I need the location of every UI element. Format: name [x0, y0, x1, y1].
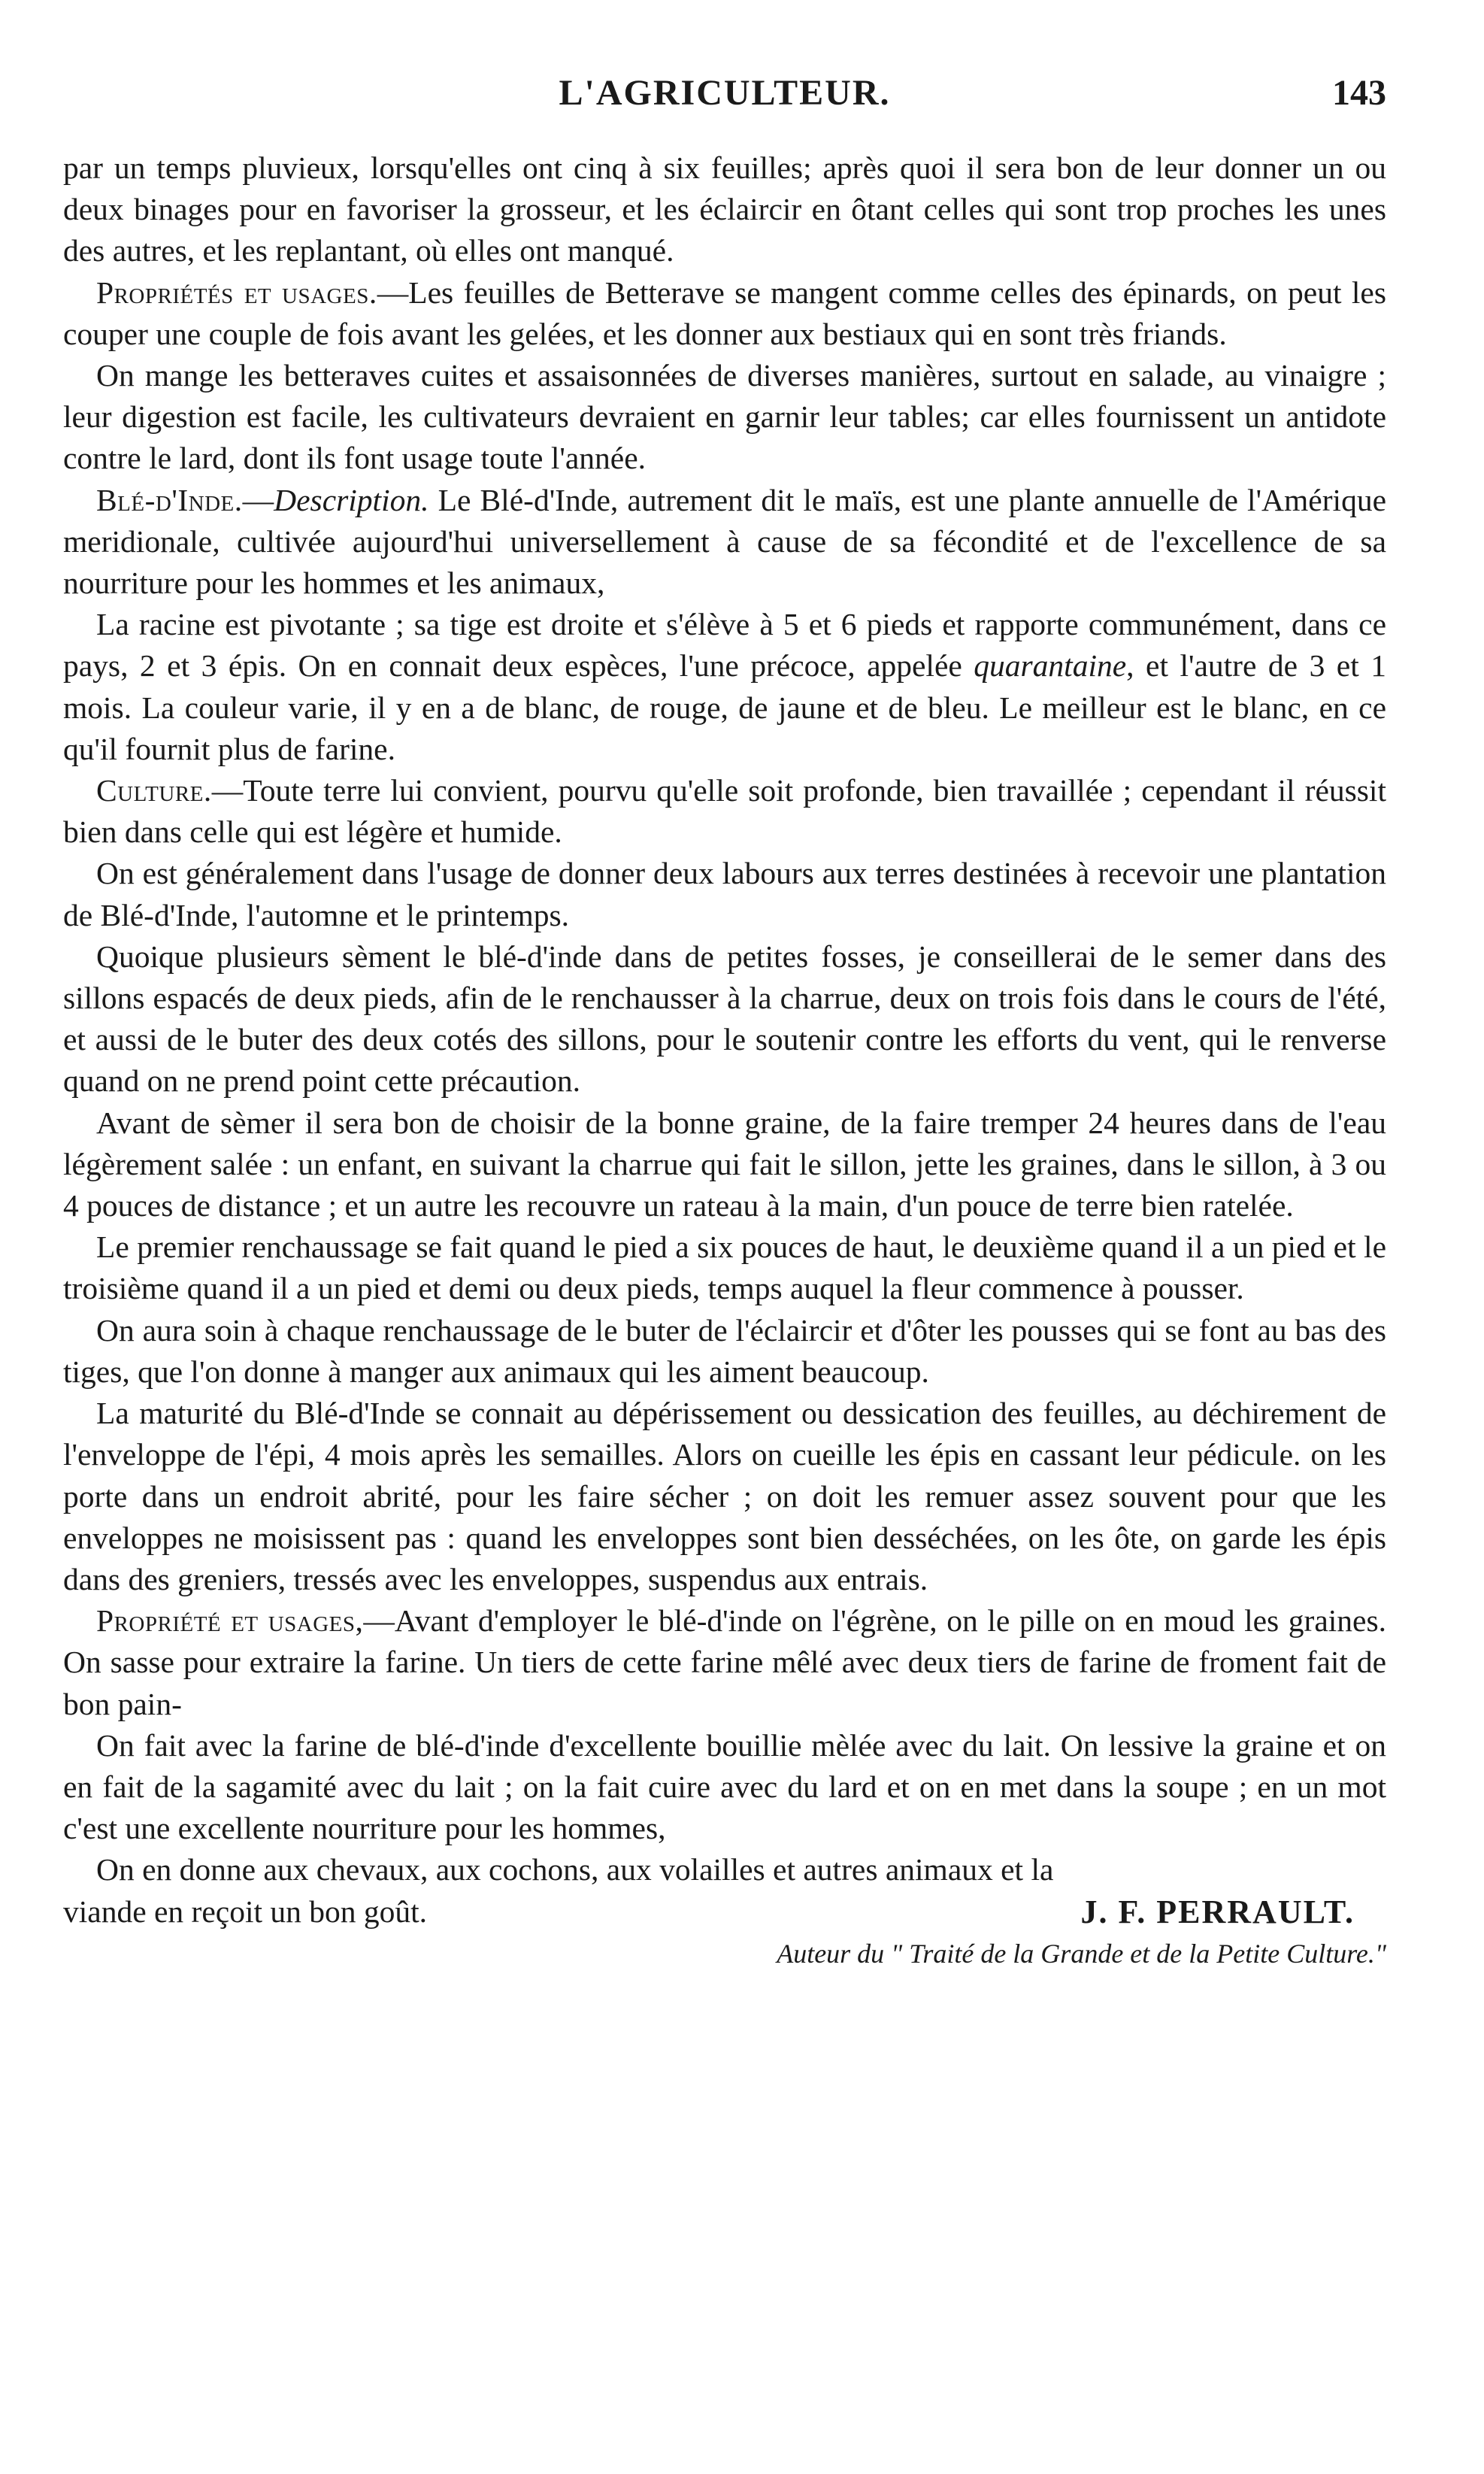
paragraph-9 — [63, 1102, 1386, 1227]
paragraph-15-text: On en donne aux chevaux, aux cochons, aux volailles et autres animaux et la — [96, 1852, 1054, 1887]
paragraph-9-text: Avant de sèmer il sera bon de choisir de la bonne graine, de la faire tremper 24 heures dans de l'eau légèrement salée : un enfant, en suivant la charrue qui fait le sillon, jette les graines, dans le sillon, à 3 ou 4 pouces de distance ; et un autre les recouvre un rateau à la main, d'un pouce de terre bien ratelée. — [63, 1105, 1386, 1223]
page-header — [63, 72, 1386, 134]
subheading-description: Description. — [274, 482, 429, 517]
paragraph-12 — [63, 1393, 1386, 1600]
paragraph-6 — [63, 770, 1386, 853]
paragraph-5 — [63, 604, 1386, 770]
paragraph-1-text: par un temps pluvieux, lorsqu'elles ont cinq à six feuilles; après quoi il sera bon de leur donner un ou deux binages pour en favoriser la grosseur, et les éclaircir en ôtant celles qui sont trop proches les unes des autres, et les replantant, où elles ont manqué. — [63, 150, 1386, 268]
paragraph-7-text: On est généralement dans l'usage de donner deux labours aux terres destinées à recevoir une plantation de Blé-d'Inde, l'automne et le printemps. — [63, 856, 1386, 932]
paragraph-5-text-a: La racine est pivotante ; sa tige est droite et s'élève à 5 et 6 pieds et rapporte communément, dans ce pays, 2 et 3 épis. On en connait deux espèces, l'une précoce, appelée — [63, 607, 1386, 684]
paragraph-3 — [63, 355, 1386, 480]
author-signature: J. F. PERRAULT. — [1080, 1893, 1355, 1930]
article-body — [63, 147, 1386, 1973]
page-number: 143 — [1332, 73, 1386, 113]
paragraph-11-text: On aura soin à chaque renchaussage de le buter de l'éclaircir et d'ôter les pousses qui se font au bas des tiges, que l'on donne à manger aux animaux qui les aiment beaucoup. — [63, 1312, 1386, 1389]
paragraph-6-text: —Toute terre lui convient, pourvu qu'elle soit profonde, bien travaillée ; cependant il réussit bien dans celle qui est légère et humide. — [63, 773, 1386, 850]
section-heading-ble-d-inde: Blé-d'Inde. — [96, 482, 243, 517]
paragraph-8-text: Quoique plusieurs sèment le blé-d'inde dans de petites fosses, je conseillerai de le semer dans des sillons espacés de deux pieds, afin de le renchausser à la charrue, deux on trois fois dans le cours de l'été, et aussi de le buter des deux cotés des sillons, pour le soutenir contre les efforts du vent, qui le renverse quand on ne prend point cette précaution. — [63, 938, 1386, 1099]
section-heading-culture: Culture. — [96, 773, 212, 808]
paragraph-11 — [63, 1310, 1386, 1393]
paragraph-10-text: Le premier renchaussage se fait quand le pied a six pouces de haut, le deuxième quand il a un pied et le troisième quand il a un pied et demi ou deux pieds, temps auquel la fleur commence à pousser. — [63, 1229, 1386, 1306]
paragraph-8 — [63, 936, 1386, 1102]
paragraph-1 — [63, 147, 1386, 272]
paragraph-2 — [63, 272, 1386, 355]
paragraph-15 — [63, 1849, 1386, 1890]
running-title: L'AGRICULTEUR. — [559, 73, 891, 113]
author-attribution: Auteur du " Traité de la Grande et de la Petite Culture." — [777, 1938, 1386, 1969]
paragraph-4 — [63, 480, 1386, 605]
closing-line: viande en reçoit un bon goût. — [63, 1893, 428, 1929]
paragraph-3-text: On mange les betteraves cuites et assaisonnées de diverses manières, surtout en salade, au vinaigre ; leur digestion est facile, les cultivateurs devraient en garnir leur tables; car elles fournissent un antidote contre le lard, dont ils font usage toute l'année. — [63, 358, 1386, 476]
section-heading-proprietes-et-usages: Propriétés et usages. — [96, 274, 377, 310]
paragraph-14 — [63, 1725, 1386, 1850]
paragraph-2-text: —Les feuilles de Betterave se mangent comme celles des épinards, on peut les couper une couple de fois avant les gelées, et les donner aux bestiaux qui en sont très friands. — [63, 274, 1386, 351]
paragraph-10 — [63, 1226, 1386, 1309]
heading-dash: — — [242, 482, 274, 517]
section-heading-propriete-et-usages: Propriété et usages, — [96, 1603, 364, 1639]
paragraph-7 — [63, 853, 1386, 935]
paragraph-12-text: La maturité du Blé-d'Inde se connait au dépérissement ou dessication des feuilles, au déchirement de l'enveloppe de l'épi, 4 mois après les semailles. Alors on cueille les épis en cassant leur pédicule. on les porte dans un endroit abrité, pour les faire sécher ; on doit les remuer assez souvent pour que les enveloppes ne moisissent pas : quand les enveloppes sont bien desséchées, on les ôte, on garde les épis dans des greniers, tressés avec les enveloppes, suspendus aux entrais. — [63, 1396, 1386, 1596]
paragraph-14-text: On fait avec la farine de blé-d'inde d'excellente bouillie mèlée avec du lait. On lessive la graine et on en fait de la sagamité avec du lait ; on la fait cuire avec du lard et on en met dans la soupe ; en un mot c'est une excellente nourriture pour les hommes, — [63, 1727, 1386, 1846]
signature-line — [63, 1891, 1386, 1933]
paragraph-13 — [63, 1600, 1386, 1725]
paragraph-4-text: Le Blé-d'Inde, autrement dit le maïs, est une plante annuelle de l'Amérique meridionale, cultivée aujourd'hui universellement à cause de sa fécondité et de l'excellence de sa nourriture pour les hommes et les animaux, — [63, 482, 1386, 601]
paragraph-13-text: —Avant d'employer le blé-d'inde on l'égrène, on le pille on en moud les graines. On sasse pour extraire la farine. Un tiers de cette farine mêlé avec deux tiers de farine de froment fait de bon pain- — [63, 1603, 1386, 1721]
paragraph-5-text-b: , et l'autre de 3 et 1 mois. La couleur varie, il y en a de blanc, de rouge, de jaune et de bleu. Le meilleur est le blanc, en ce qu'il fournit plus de farine. — [63, 648, 1386, 766]
term-quarantaine: quarantaine — [974, 648, 1127, 684]
